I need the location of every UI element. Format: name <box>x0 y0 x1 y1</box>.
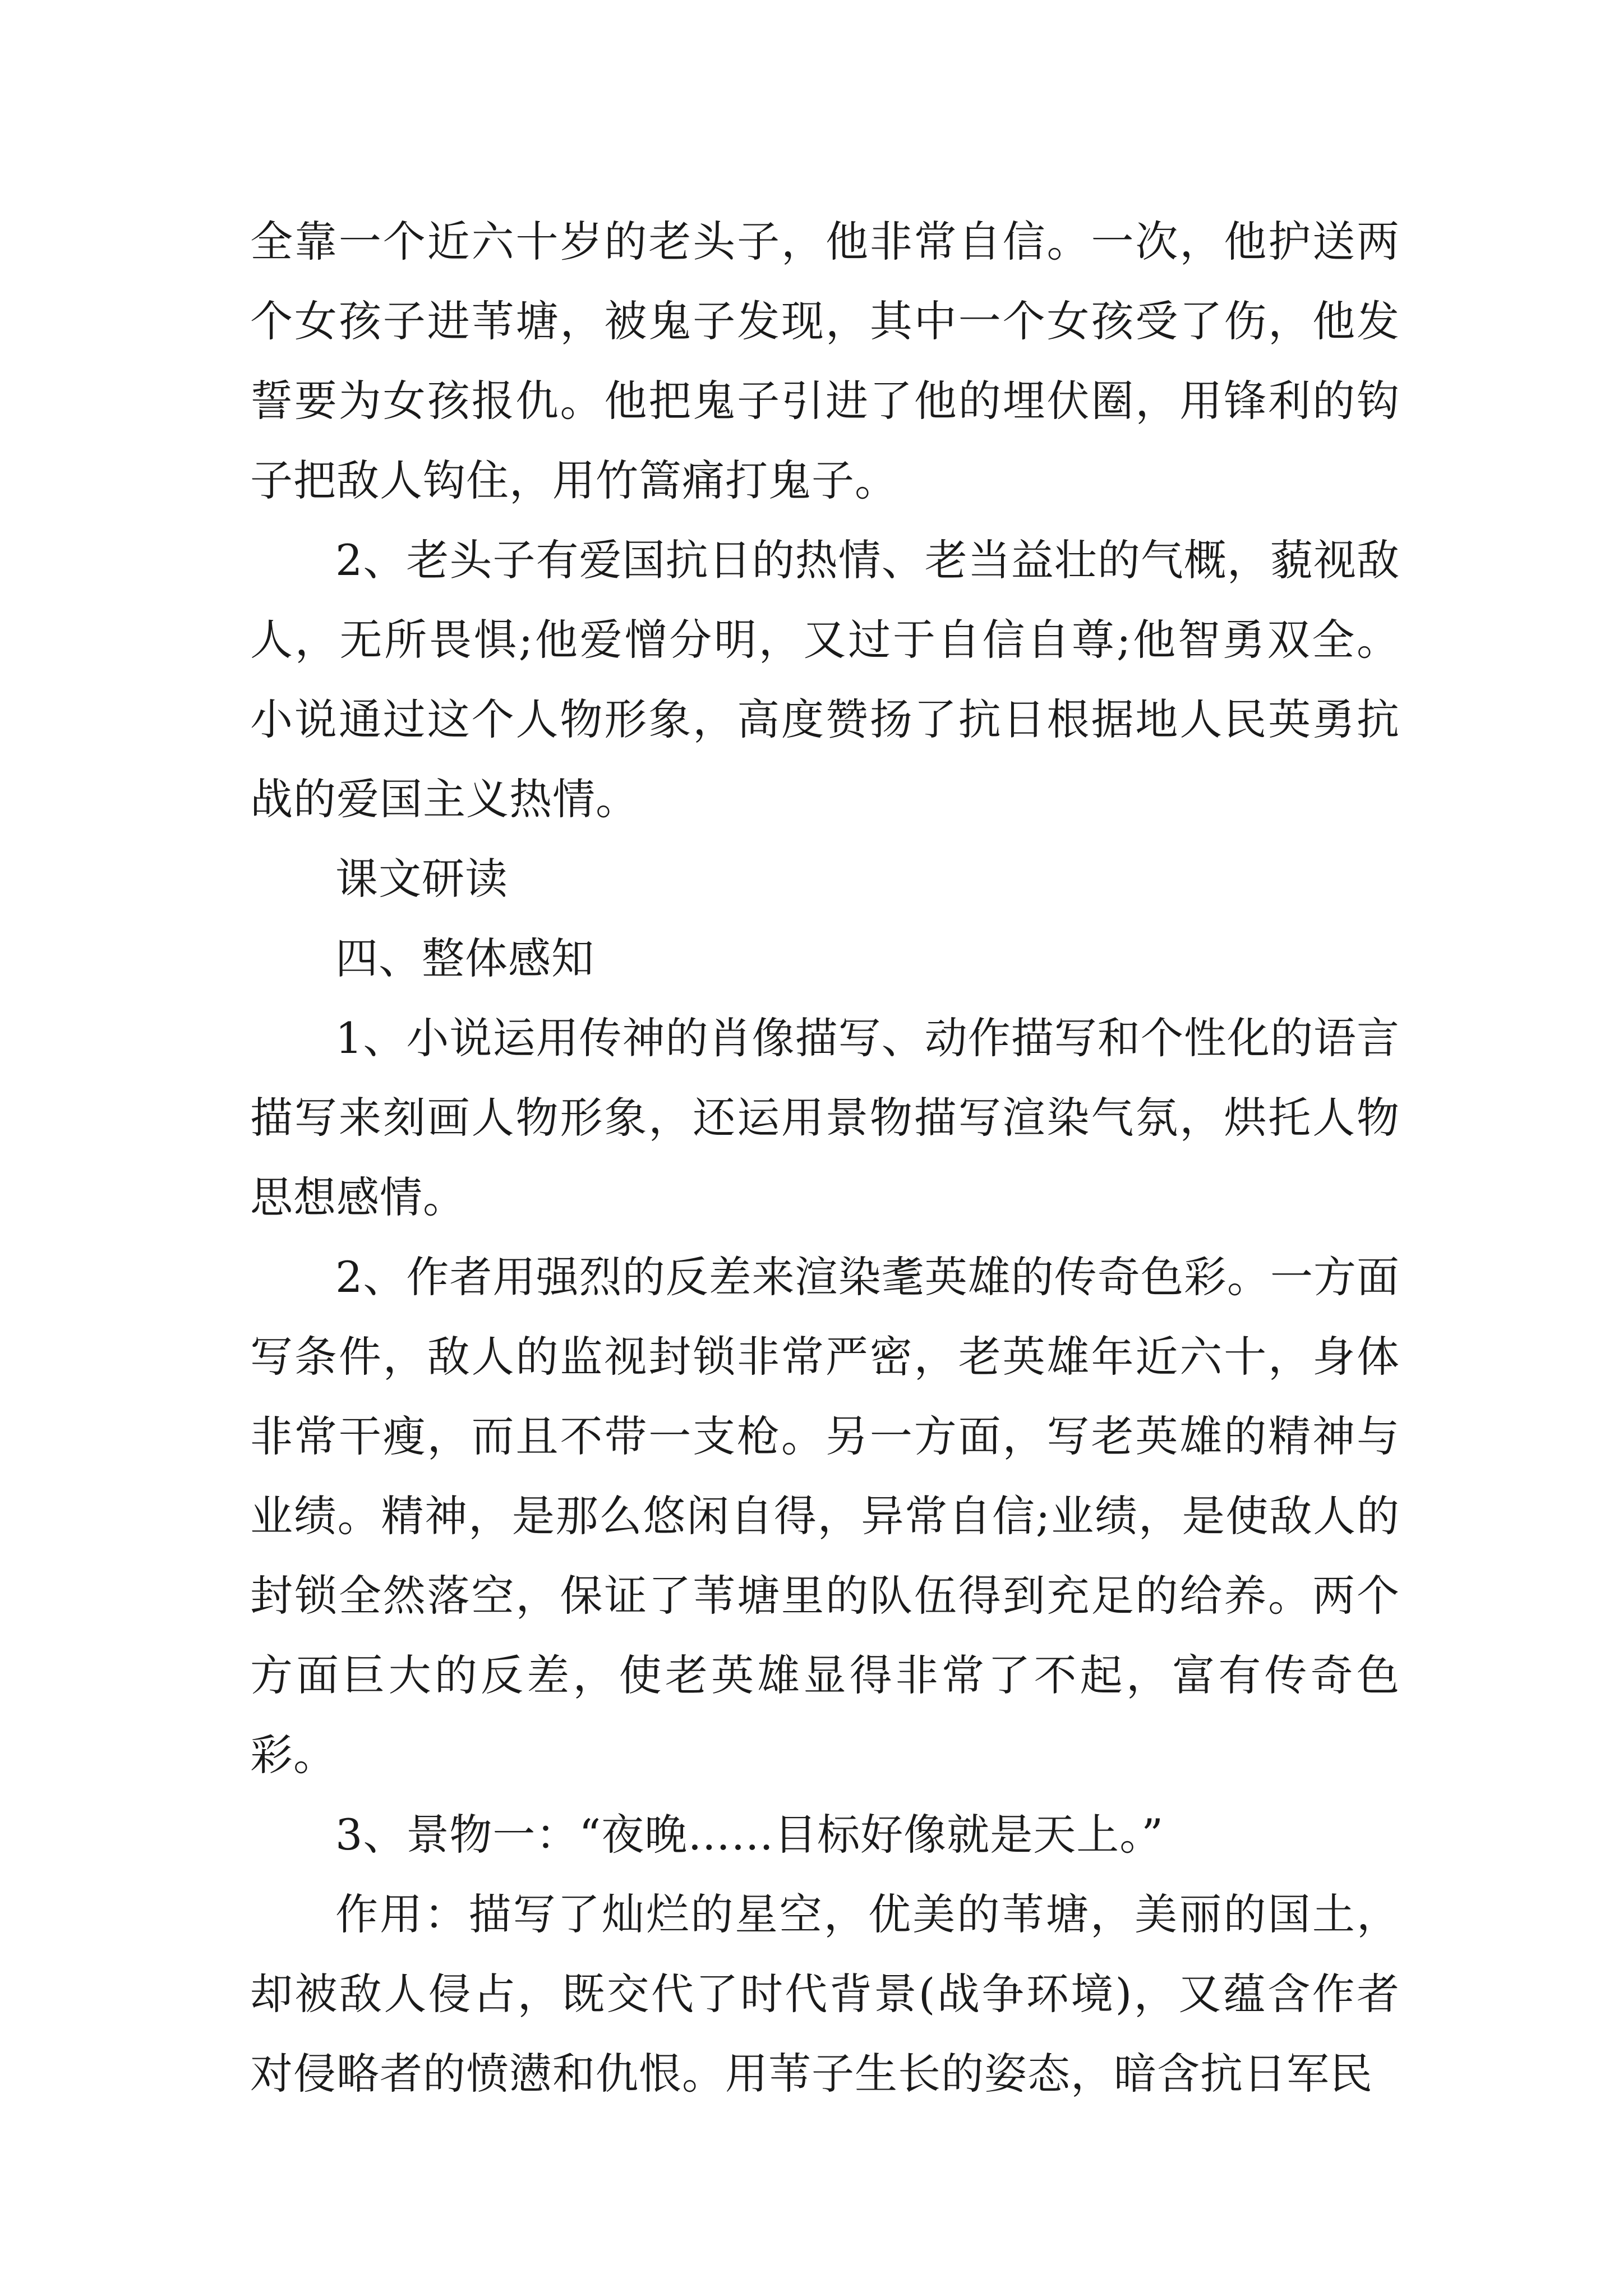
document-body <box>250 202 1400 2114</box>
paragraph-point-1: 1、小说运用传神的肖像描写、动作描写和个性化的语言描写来刻画人物形象，还运用景物描写渲染气氛，烘托人物思想感情。 <box>250 1013 1400 1222</box>
paragraph-character-analysis: 2、老头子有爱国抗日的热情、老当益壮的气概，藐视敌人，无所畏惧;他爱憎分明，又过于自信自尊;他智勇双全。小说通过这个人物形象，高度赞扬了抗日根据地人民英勇抗战的爱国主义热情。 <box>250 535 1400 824</box>
paragraph-point-2: 2、作者用强烈的反差来渲染耄英雄的传奇色彩。一方面写条件，敌人的监视封锁非常严密，老英雄年近六十，身体非常干瘦，而且不带一支枪。另一方面，写老英雄的精神与业绩。精神，是那么悠闲自得，异常自信;业绩，是使敌人的封锁全然落空，保证了苇塘里的队伍得到充足的给养。两个方面巨大的反差，使老英雄显得非常了不起，富有传奇色彩。 <box>250 1252 1400 1780</box>
paragraph-point-3: 3、景物一：“夜晚……目标好像就是天上。” <box>335 1810 1164 1860</box>
paragraph-story-summary: 全靠一个近六十岁的老头子，他非常自信。一次，他护送两个女孩子进苇塘，被鬼子发现，其中一个女孩受了伤，他发誓要为女孩报仇。他把鬼子引进了他的埋伏圈，用锋利的钩子把敌人钩住，用竹篙痛打鬼子。 <box>250 217 1400 505</box>
paragraph-effect: 作用：描写了灿烂的星空，优美的苇塘，美丽的国土，却被敌人侵占，既交代了时代背景(战争环境)，又蕴含作者对侵略者的愤懑和仇恨。用苇子生长的姿态，暗含抗日军民 <box>250 1889 1400 2099</box>
section-heading-overall-perception: 四、整体感知 <box>335 933 594 983</box>
section-heading-text-study: 课文研读 <box>335 854 508 904</box>
